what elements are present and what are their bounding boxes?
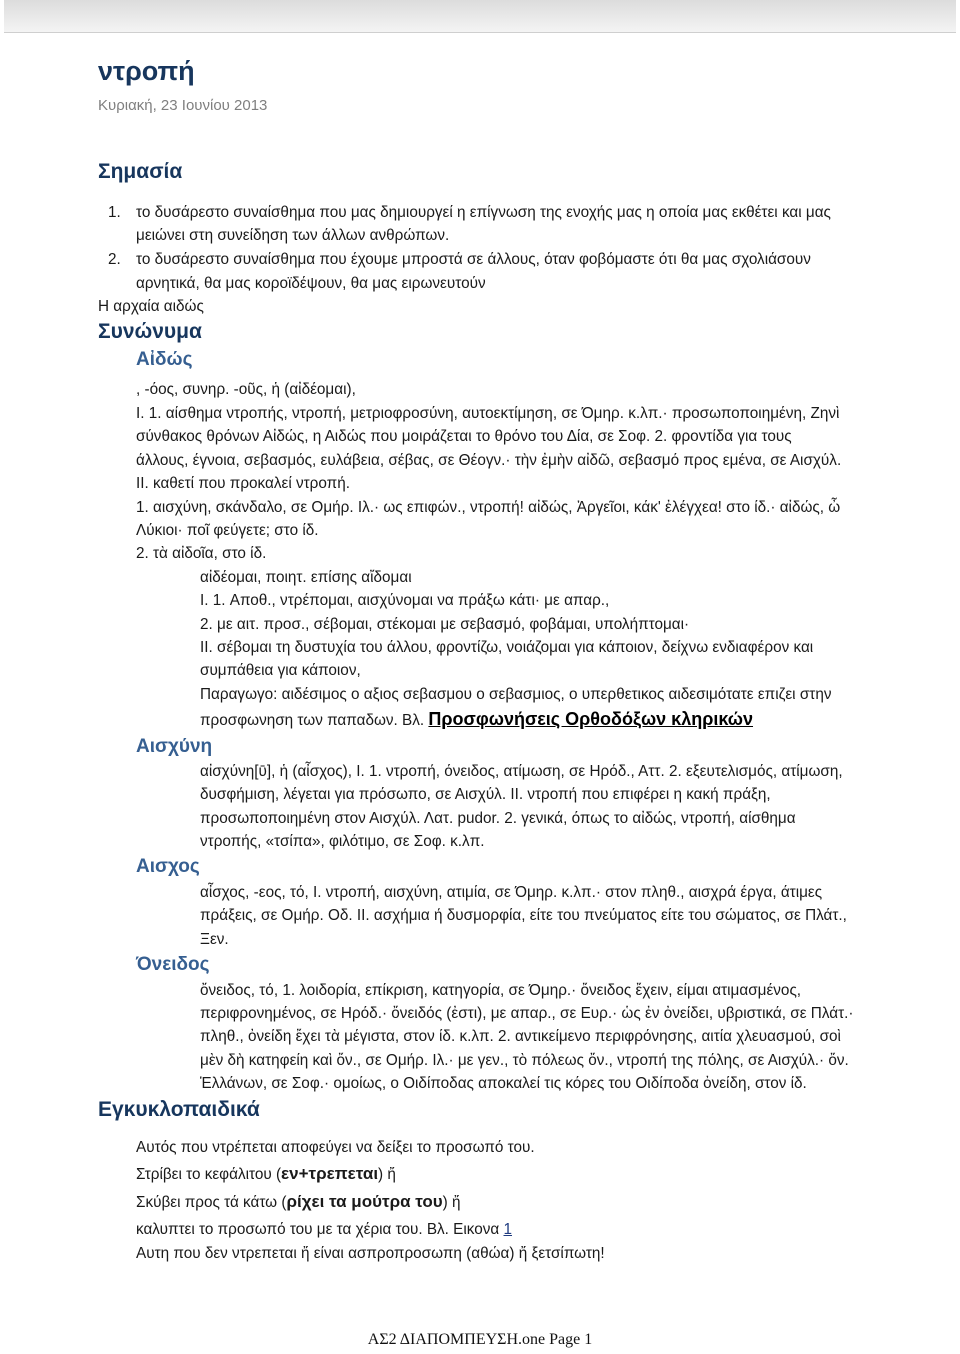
page-footer: ΑΣ2 ΔΙΑΠΟΜΠΕΥΣΗ.one Page 1 [367,1331,593,1348]
aidos-last-line [200,708,753,733]
section-heading-meaning: Σημασία [98,160,183,183]
meaning-item-1-line-1: το δυσάρεστο συναίσθημα που μας δημιουργεί η επίγνωση της ενοχής μας η οποία μας εκθέτει και μας [136,204,831,221]
oneidos-line: περιφρονημένος, σε Ηρόδ.· ὄνειδός (ἐστι), με απαρ., σε Ευρ.· ὡς ἐν ὀνείδει, υβριστικά, σε Πλάτ.· [200,1005,854,1022]
encyclopedic-line-1: Αυτός που ντρέπεται αποφεύγει να δείξει το προσωπό του. [136,1139,535,1156]
encyclopedic-text: ) ἤ [442,1194,461,1211]
section-heading-encyclopedic: Εγκυκλοπαιδικά [98,1098,260,1121]
aidos-verb-line: συμπάθεια για κάποιον, [200,662,361,679]
meaning-item-2-line-2: αρνητικά, θα μας κοροϊδέψουν, θα μας ειρωνευτούν [136,275,486,292]
clergy-address-link[interactable]: Προσφωνήσεις Ορθοδόξων κληρικών [428,709,754,729]
page-title: ντροπή [98,56,195,86]
oneidos-line: ὄνειδος, τό, 1. λοιδορία, επίκριση, κατηγορία, σε Όμηρ.· ὄνειδος ἔχειν, είμαι ατιμασμένος, [200,982,802,999]
aidos-line: 1. αισχύνη, σκάνδαλο, σε Ομήρ. Ιλ.· ως επιφών., ντροπή! αἰδώς, Ἀργεῖοι, κάκ' ἐλέγχεα! στο ίδ.· αἰδώς, ὦ [136,499,841,516]
encyclopedic-text: Σκύβει προς τά κάτω ( [136,1194,287,1211]
aischyni-line: δυσφήμιση, λέγεται για πρόσωπο, σε Αισχύλ. II. ντροπή που επιφέρει η κακή πράξη, [200,786,771,803]
window-top-bar [4,0,956,33]
oneidos-line: πληθ., ὀνείδη ἔχει τὰ μέγιστα, στον ίδ. κ.λπ. 2. αντικείμενο περιφρόνησης, αιτία χλευασμού, σοὶ [200,1028,841,1045]
page-date: Κυριακή, 23 Ιουνίου 2013 [98,97,268,114]
aidos-verb-line: αἰδέομαι, ποιητ. επίσης αἴδομαι [200,569,412,586]
aidos-line: σύνθακος θρόνων Αἰδώς, η Αιδώς που μοιράζεται το θρόνο του Δία, σε Σοφ. 2. φροντίδα για τους [136,428,792,445]
section-heading-synonyms: Συνώνυμα [98,320,202,343]
encyclopedic-line-5: Αυτη που δεν ντρεπεται ἤ είναι ασπροπροσωπη (αθώα) ἤ ξετσίπωτη! [136,1245,605,1262]
meaning-item-1-line-2: μειώνει στη συνείδηση των άλλων ανθρώπων. [136,227,450,244]
aidos-line: άλλους, έγνοια, σεβασμός, ευλάβεια, σέβας, σε Θέογν.· τὴν ἐμὴν αἰδῶ, σεβασμό προς εμένα, σε Αισχύλ. [136,452,842,469]
aischos-line: αἶσχος, -εος, τό, I. ντροπή, αισχύνη, ατιμία, σε Όμηρ. κ.λπ.· στον πληθ., αισχρά έργα, άτιμες [200,884,823,901]
encyclopedic-bold-term: εν+τρεπεται [281,1164,379,1183]
list-number: 1. [108,204,121,221]
meaning-note: Η αρχαία αιδώς [98,298,204,315]
aischyni-line: ντροπής, «τσίπα», φιλότιμο, σε Σοφ. κ.λπ. [200,833,485,850]
aidos-verb-line: Παραγωγο: αιδέσιμος ο αξιος σεβασμου ο σεβασμιος, ο υπερθετικος αιδεσιμότατε επιζει στην [200,686,832,703]
oneidos-line: μὲν δὴ κατηφείη καὶ ὄν., σε Ομήρ. Ιλ.· με γεν., τὸ πόλεως ὄν., ντροπή της πόλης, σε Αισχύλ.· ὄν. [200,1052,849,1069]
aidos-line: I. 1. αίσθημα ντροπής, ντροπή, μετριοφροσύνη, αυτοεκτίμηση, σε Όμηρ. κ.λπ.· προσωποποιημένη, Ζηνὶ [136,405,840,422]
aidos-line: Λύκιοι· ποῖ φεύγετε; στο ίδ. [136,522,319,539]
meaning-item-2-line-1: το δυσάρεστο συναίσθημα που έχουμε μπροστά σε άλλους, όταν φοβόμαστε ότι θα μας σχολιάσουν [136,251,811,268]
encyclopedic-text: καλυπτει το προσωπό του με τα χέρια του. Βλ. Εικονα [136,1221,504,1238]
aidos-last-line-text: προσφωνηση των παπαδων. Βλ. [200,712,429,729]
subheading-aidos: Αἰδώς [136,349,193,370]
subheading-aischyni: Αισχύνη [136,736,213,757]
aidos-verb-line: 2. με αιτ. προσ., σέβομαι, στέκομαι με σεβασμό, φοβάμαι, υπολήπτομαι· [200,616,690,633]
encyclopedic-line-3 [136,1191,461,1214]
encyclopedic-text: ) ἤ [378,1166,396,1183]
aidos-verb-line: II. σέβομαι τη δυστυχία του άλλου, φροντίζω, νοιάζομαι για κάποιον, δείχνω ενδιαφέρον και [200,639,814,656]
aischos-line: Ξεν. [200,931,229,948]
aidos-line: , -όος, συνηρ. -οῦς, ἡ (αἰδέομαι), [136,381,356,398]
encyclopedic-text: Στρίβει το κεφάλιτου ( [136,1166,282,1183]
oneidos-line: Ἑλλάνων, σε Σοφ.· ομοίως, ο Οιδίποδας αποκαλεί τις κόρες του Οιδίποδα ὀνείδη, στον ίδ. [200,1075,807,1092]
aidos-line: 2. τὰ αἰδοῖα, στο ίδ. [136,545,267,562]
encyclopedic-line-4 [136,1219,512,1241]
encyclopedic-bold-term: ρίχει τα μούτρα του [286,1192,443,1211]
aidos-line: II. καθετί που προκαλεί ντροπή. [136,475,350,492]
subheading-aischos: Αισχος [136,856,200,877]
aidos-verb-line: I. 1. Αποθ., ντρέπομαι, αισχύνομαι να πράξω κάτι· με απαρ., [200,592,610,609]
aischos-line: πράξεις, σε Ομήρ. Οδ. II. ασχήμια ή δυσμορφία, είτε του πνεύματος είτε του σώματος, σε Πλάτ., [200,907,847,924]
list-number: 2. [108,251,121,268]
subheading-oneidos: Όνειδος [136,954,210,975]
encyclopedic-line-2 [136,1163,396,1186]
aischyni-line: προσωποποιημένη στον Αισχύλ. Λατ. pudor. 2. γενικά, όπως το αἰδώς, ντροπή, αίσθημα [200,810,796,827]
aischyni-line: αἰσχύνη[ῡ], ἡ (αἶσχος), I. 1. ντροπή, όνειδος, ατίμωση, σε Ηρόδ., Αττ. 2. εξευτελισμός, ατίμωση, [200,763,843,780]
image-1-link[interactable]: 1 [503,1221,513,1238]
